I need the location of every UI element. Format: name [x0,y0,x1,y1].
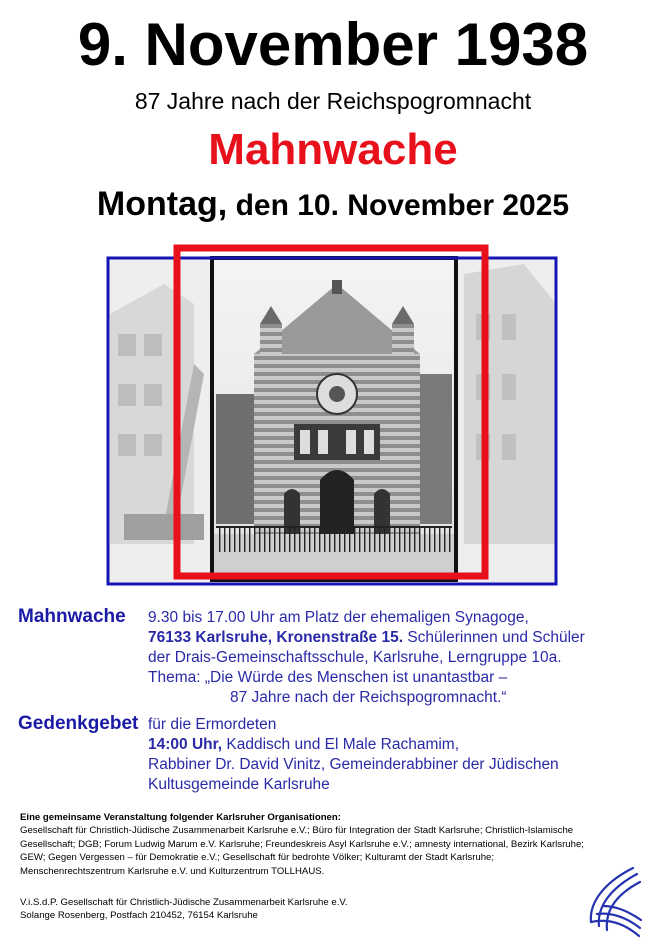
gedenkgebet-line4: Kultusgemeinde Karlsruhe [148,776,330,793]
organizers-line1: Gesellschaft für Christlich-Jüdische Zusammenarbeit Karlsruhe e.V.; Büro für Integration der Stadt Karlsruhe; Christlich-Islamische [20,825,574,837]
gedenkgebet-time: 14:00 Uhr, [148,736,223,753]
event-weekday: Montag, [96,185,228,223]
page-title: 9. November 1938 [77,11,589,78]
vigil-title: Mahnwache [208,125,458,174]
gedenkgebet-line2-rest: Kaddisch und El Male Rachamim, [222,736,460,753]
event-date [0,182,666,228]
mahnwache-line4: Thema: „Die Würde des Menschen ist unantastbar – [148,669,508,686]
mahnwache-line3: der Drais-Gemeinschaftsschule, Karlsruhe, Lerngruppe 10a. [148,649,562,666]
gedenkgebet-label: Gedenkgebet [18,713,139,734]
imprint-line2: Solange Rosenberg, Postfach 210452, 76154 Karlsruhe [20,910,258,922]
organizers-line3: GEW; Gegen Vergessen – für Demokratie e.V.; Gesellschaft für bedrohte Völker; Kulturamt der Stadt Karlsruhe; [20,852,495,864]
organizers-line2: Gesellschaft; DGB; Forum Ludwig Marum e.V. Karlsruhe; Freundeskreis Asyl Karlsruhe e.V.; amnesty international, Bezirk Karlsruhe; [20,838,584,850]
organizers [20,811,630,878]
subtitle: 87 Jahre nach der Reichspogromnacht [134,88,532,114]
synagogue-photo [104,244,560,588]
gedenkgebet-line1: für die Ermordeten [148,716,277,733]
mahnwache-line2-rest: Schülerinnen und Schüler [403,629,585,646]
imprint-line1: V.i.S.d.P. Gesellschaft für Christlich-Jüdische Zusammenarbeit Karlsruhe e.V. [20,897,348,908]
mahnwache-line1: 9.30 bis 17.00 Uhr am Platz der ehemaligen Synagoge, [148,609,529,626]
mahnwache-address: 76133 Karlsruhe, Kronenstraße 15. [148,629,404,646]
imprint [20,896,348,923]
organizers-line4: Menschenrechtszentrum Karlsruhe e.V. und Kulturzentrum TOLLHAUS. [20,865,325,877]
mahnwache-line2 [148,628,658,648]
mahnwache-label: Mahnwache [18,606,126,627]
gedenkgebet-line3: Rabbiner Dr. David Vinitz, Gemeinderabbiner der Jüdischen [148,756,559,773]
mahnwache-details [148,608,658,708]
mahnwache-line5: 87 Jahre nach der Reichspogromnacht.“ [230,689,507,706]
gcjz-logo-icon [583,862,643,942]
gedenkgebet-line2 [148,735,658,755]
organizers-heading: Eine gemeinsame Veranstaltung folgender Karlsruher Organisationen: [20,812,341,823]
gedenkgebet-details [148,715,658,795]
event-date-rest: den 10. November 2025 [227,189,570,222]
